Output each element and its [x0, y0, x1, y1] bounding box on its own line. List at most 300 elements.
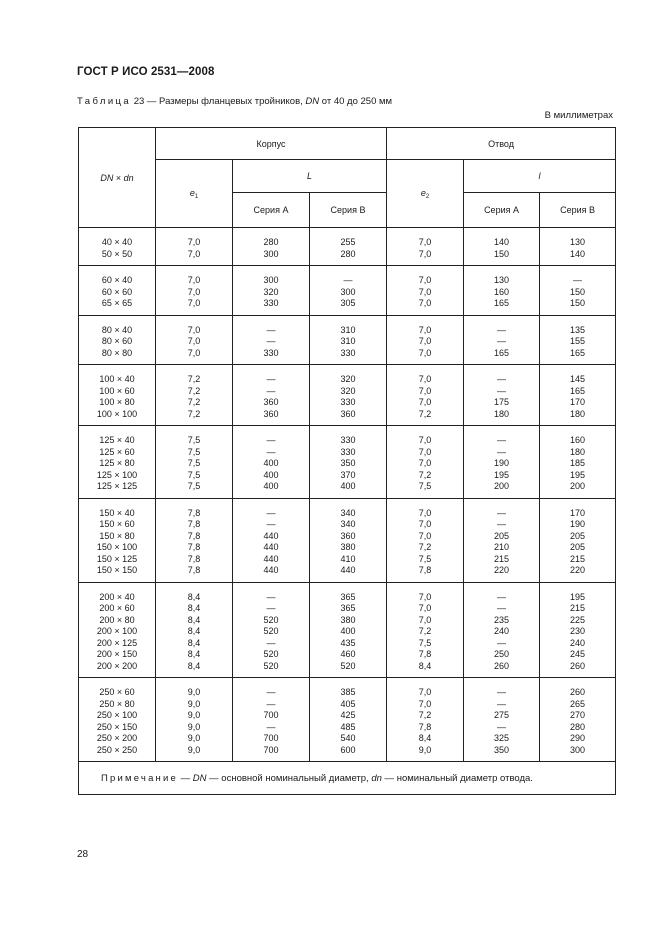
cell-e1: 7,8: [156, 519, 233, 531]
cell-L-b: 365: [310, 603, 387, 615]
cell-e2: 7,0: [387, 298, 464, 315]
cell-L-b: 600: [310, 745, 387, 762]
cell-L-b: —: [310, 266, 387, 287]
cell-e1: 7,8: [156, 565, 233, 582]
table-row: [79, 554, 616, 566]
table-row: [79, 542, 616, 554]
table-row: [79, 519, 616, 531]
cell-L-b: 400: [310, 481, 387, 498]
cell-l-a: 150: [464, 249, 540, 266]
cell-e1: 7,8: [156, 498, 233, 519]
cell-e1: 8,4: [156, 615, 233, 627]
cell-e2: 7,0: [387, 447, 464, 459]
cell-l-b: 215: [540, 603, 616, 615]
cell-l-a: 190: [464, 458, 540, 470]
cell-dn: 200 × 150: [79, 649, 156, 661]
cell-l-a: 240: [464, 626, 540, 638]
header-e1: $e_1$: [156, 160, 233, 228]
cell-e2: 7,2: [387, 470, 464, 482]
cell-l-a: 350: [464, 745, 540, 762]
cell-e2: 7,0: [387, 498, 464, 519]
cell-L-a: —: [233, 603, 310, 615]
table-row: [79, 626, 616, 638]
cell-e1: 7,0: [156, 298, 233, 315]
table-row: [79, 710, 616, 722]
cell-L-b: 365: [310, 582, 387, 603]
cell-dn: 80 × 60: [79, 336, 156, 348]
cell-l-b: 165: [540, 348, 616, 365]
cell-l-a: 175: [464, 397, 540, 409]
cell-dn: 40 × 40: [79, 228, 156, 249]
cell-l-b: —: [540, 266, 616, 287]
cell-l-b: 195: [540, 470, 616, 482]
table-row: [79, 266, 616, 287]
cell-dn: 150 × 125: [79, 554, 156, 566]
cell-dn: 250 × 60: [79, 678, 156, 699]
cell-l-a: —: [464, 315, 540, 336]
cell-L-a: 700: [233, 733, 310, 745]
cell-L-a: 700: [233, 745, 310, 762]
cell-l-b: 135: [540, 315, 616, 336]
table-row: [79, 582, 616, 603]
table-row: [79, 365, 616, 386]
caption-text: — Размеры фланцевых тройников,: [144, 96, 306, 107]
header-l-seriya-a: Серия А: [464, 193, 540, 228]
table-row: [79, 315, 616, 336]
cell-L-b: 370: [310, 470, 387, 482]
cell-e1: 7,2: [156, 397, 233, 409]
cell-e1: 8,4: [156, 638, 233, 650]
cell-l-b: 300: [540, 745, 616, 762]
cell-L-b: 280: [310, 249, 387, 266]
header-L-seriya-a: Серия А: [233, 193, 310, 228]
cell-l-a: —: [464, 519, 540, 531]
cell-L-a: —: [233, 678, 310, 699]
row-group-200: [79, 582, 616, 678]
flange-tee-dimensions-table: [78, 127, 616, 795]
cell-l-b: 205: [540, 531, 616, 543]
cell-e1: 7,0: [156, 287, 233, 299]
cell-L-b: 320: [310, 365, 387, 386]
cell-e1: 7,5: [156, 447, 233, 459]
cell-L-a: 440: [233, 542, 310, 554]
cell-L-b: 320: [310, 386, 387, 398]
cell-e2: 7,5: [387, 638, 464, 650]
table-row: [79, 615, 616, 627]
cell-dn: 250 × 80: [79, 699, 156, 711]
cell-e1: 7,2: [156, 386, 233, 398]
cell-e1: 7,8: [156, 554, 233, 566]
cell-e1: 7,8: [156, 542, 233, 554]
cell-e1: 7,0: [156, 348, 233, 365]
cell-L-b: 520: [310, 661, 387, 678]
cell-l-a: 140: [464, 228, 540, 249]
cell-L-a: —: [233, 699, 310, 711]
table-row: [79, 458, 616, 470]
table-row: [79, 249, 616, 266]
cell-l-a: 160: [464, 287, 540, 299]
table-row: [79, 678, 616, 699]
cell-l-b: 190: [540, 519, 616, 531]
cell-l-a: 250: [464, 649, 540, 661]
row-group-150: [79, 498, 616, 582]
cell-L-b: 385: [310, 678, 387, 699]
cell-L-b: 435: [310, 638, 387, 650]
cell-L-b: 460: [310, 649, 387, 661]
table-row: [79, 426, 616, 447]
cell-e2: 7,0: [387, 315, 464, 336]
cell-dn: 125 × 40: [79, 426, 156, 447]
table-row: [79, 386, 616, 398]
cell-L-b: 300: [310, 287, 387, 299]
cell-L-a: 300: [233, 266, 310, 287]
cell-dn: 200 × 200: [79, 661, 156, 678]
table-row: [79, 649, 616, 661]
cell-dn: 60 × 40: [79, 266, 156, 287]
cell-e2: 7,0: [387, 228, 464, 249]
cell-L-a: 400: [233, 470, 310, 482]
table-row: [79, 287, 616, 299]
cell-l-b: 200: [540, 481, 616, 498]
table-row: [79, 638, 616, 650]
cell-L-a: 360: [233, 397, 310, 409]
cell-L-a: —: [233, 386, 310, 398]
cell-e1: 8,4: [156, 626, 233, 638]
table-row: [79, 733, 616, 745]
cell-L-a: —: [233, 447, 310, 459]
cell-dn: 150 × 150: [79, 565, 156, 582]
table-row: [79, 661, 616, 678]
cell-e1: 9,0: [156, 722, 233, 734]
cell-l-a: 210: [464, 542, 540, 554]
cell-l-b: 160: [540, 426, 616, 447]
cell-e1: 7,8: [156, 531, 233, 543]
cell-L-b: 360: [310, 531, 387, 543]
cell-e2: 7,0: [387, 582, 464, 603]
cell-dn: 125 × 60: [79, 447, 156, 459]
cell-e1: 7,5: [156, 470, 233, 482]
row-group-60: [79, 266, 616, 316]
cell-l-b: 215: [540, 554, 616, 566]
cell-dn: 250 × 250: [79, 745, 156, 762]
cell-L-b: 350: [310, 458, 387, 470]
cell-l-b: 205: [540, 542, 616, 554]
header-L-seriya-b: Серия В: [310, 193, 387, 228]
cell-e2: 8,4: [387, 661, 464, 678]
cell-l-a: —: [464, 603, 540, 615]
cell-e2: 7,0: [387, 397, 464, 409]
cell-dn: 60 × 60: [79, 287, 156, 299]
cell-e2: 7,2: [387, 626, 464, 638]
cell-L-b: 340: [310, 498, 387, 519]
cell-e2: 7,0: [387, 266, 464, 287]
cell-e1: 9,0: [156, 710, 233, 722]
cell-e1: 7,2: [156, 409, 233, 426]
cell-e2: 7,2: [387, 542, 464, 554]
caption-text-range: от 40 до 250 мм: [319, 96, 393, 107]
cell-L-b: 405: [310, 699, 387, 711]
cell-l-a: 200: [464, 481, 540, 498]
cell-l-b: 180: [540, 447, 616, 459]
cell-L-b: 380: [310, 615, 387, 627]
cell-l-b: 265: [540, 699, 616, 711]
cell-L-b: 485: [310, 722, 387, 734]
document-header: ГОСТ Р ИСО 2531—2008: [77, 66, 215, 78]
cell-l-b: 270: [540, 710, 616, 722]
cell-l-b: 195: [540, 582, 616, 603]
cell-l-b: 180: [540, 409, 616, 426]
cell-l-a: 205: [464, 531, 540, 543]
cell-l-a: 235: [464, 615, 540, 627]
cell-dn: 200 × 40: [79, 582, 156, 603]
table-row: [79, 409, 616, 426]
cell-L-a: 440: [233, 554, 310, 566]
cell-dn: 100 × 80: [79, 397, 156, 409]
cell-L-a: 700: [233, 710, 310, 722]
cell-l-a: 325: [464, 733, 540, 745]
cell-dn: 250 × 100: [79, 710, 156, 722]
cell-e2: 7,8: [387, 649, 464, 661]
cell-e1: 7,5: [156, 426, 233, 447]
cell-dn: 50 × 50: [79, 249, 156, 266]
cell-dn: 150 × 40: [79, 498, 156, 519]
header-l: l: [464, 160, 616, 193]
cell-L-b: 310: [310, 336, 387, 348]
cell-L-a: 300: [233, 249, 310, 266]
cell-L-a: 440: [233, 531, 310, 543]
cell-dn: 200 × 125: [79, 638, 156, 650]
cell-dn: 125 × 80: [79, 458, 156, 470]
cell-e1: 7,0: [156, 315, 233, 336]
cell-L-b: 310: [310, 315, 387, 336]
cell-dn: 65 × 65: [79, 298, 156, 315]
cell-l-b: 165: [540, 386, 616, 398]
table-note: Примечание — DN — основной номинальный диаметр, dn — номинальный диаметр отвода.: [79, 762, 616, 795]
table-row: [79, 447, 616, 459]
cell-e1: 7,5: [156, 481, 233, 498]
cell-e2: 7,0: [387, 336, 464, 348]
header-korpus: Корпус: [156, 128, 387, 160]
cell-l-b: 260: [540, 678, 616, 699]
cell-L-a: 400: [233, 481, 310, 498]
cell-e2: 7,0: [387, 519, 464, 531]
cell-L-b: 440: [310, 565, 387, 582]
table-row: [79, 603, 616, 615]
cell-L-a: —: [233, 365, 310, 386]
table-row: [79, 722, 616, 734]
cell-dn: 100 × 100: [79, 409, 156, 426]
table-row: [79, 397, 616, 409]
table-row: [79, 745, 616, 762]
cell-e1: 9,0: [156, 699, 233, 711]
header-otvod: Отвод: [387, 128, 616, 160]
cell-l-a: —: [464, 498, 540, 519]
cell-dn: 80 × 40: [79, 315, 156, 336]
cell-l-a: 165: [464, 348, 540, 365]
cell-l-b: 170: [540, 397, 616, 409]
cell-l-a: —: [464, 699, 540, 711]
cell-L-a: 330: [233, 298, 310, 315]
cell-l-b: 140: [540, 249, 616, 266]
cell-e2: 7,8: [387, 722, 464, 734]
cell-L-b: 410: [310, 554, 387, 566]
table-row: [79, 531, 616, 543]
cell-l-b: 230: [540, 626, 616, 638]
cell-dn: 100 × 40: [79, 365, 156, 386]
cell-e2: 7,0: [387, 458, 464, 470]
cell-L-a: —: [233, 638, 310, 650]
table-row: [79, 498, 616, 519]
cell-l-a: —: [464, 426, 540, 447]
header-L: L: [233, 160, 387, 193]
table-row: [79, 481, 616, 498]
cell-dn: 250 × 200: [79, 733, 156, 745]
cell-dn: 250 × 150: [79, 722, 156, 734]
cell-L-b: 400: [310, 626, 387, 638]
cell-L-b: 360: [310, 409, 387, 426]
cell-L-a: 280: [233, 228, 310, 249]
cell-e2: 7,0: [387, 386, 464, 398]
cell-l-a: 195: [464, 470, 540, 482]
cell-e1: 7,0: [156, 249, 233, 266]
cell-e2: 7,0: [387, 348, 464, 365]
cell-e1: 7,5: [156, 458, 233, 470]
cell-l-b: 145: [540, 365, 616, 386]
cell-l-b: 185: [540, 458, 616, 470]
table-row: [79, 699, 616, 711]
cell-l-b: 260: [540, 661, 616, 678]
cell-L-a: 440: [233, 565, 310, 582]
table-row: [79, 298, 616, 315]
cell-e2: 8,4: [387, 733, 464, 745]
cell-l-a: 165: [464, 298, 540, 315]
cell-L-a: 360: [233, 409, 310, 426]
caption-number: 23: [133, 96, 145, 107]
cell-e2: 7,0: [387, 699, 464, 711]
cell-dn: 200 × 80: [79, 615, 156, 627]
page-number: 28: [77, 849, 89, 860]
cell-e1: 8,4: [156, 582, 233, 603]
cell-l-a: 260: [464, 661, 540, 678]
cell-e1: 7,0: [156, 228, 233, 249]
note-label: Примечание: [101, 772, 178, 784]
cell-e1: 7,2: [156, 365, 233, 386]
cell-e2: 7,0: [387, 426, 464, 447]
cell-l-a: 275: [464, 710, 540, 722]
cell-l-a: 215: [464, 554, 540, 566]
caption-dn: DN: [305, 96, 320, 107]
row-group-125: [79, 426, 616, 499]
cell-l-b: 290: [540, 733, 616, 745]
cell-dn: 125 × 100: [79, 470, 156, 482]
cell-L-a: 330: [233, 348, 310, 365]
cell-e2: 7,2: [387, 409, 464, 426]
cell-L-a: 520: [233, 615, 310, 627]
cell-e1: 7,0: [156, 266, 233, 287]
cell-l-a: —: [464, 722, 540, 734]
cell-l-a: —: [464, 447, 540, 459]
cell-l-a: —: [464, 365, 540, 386]
note-row: [79, 762, 616, 795]
cell-dn: 100 × 60: [79, 386, 156, 398]
cell-l-b: 280: [540, 722, 616, 734]
cell-l-b: 225: [540, 615, 616, 627]
row-group-40-50: [79, 228, 616, 266]
cell-l-a: —: [464, 336, 540, 348]
cell-dn: 150 × 60: [79, 519, 156, 531]
cell-dn: 200 × 60: [79, 603, 156, 615]
cell-e2: 7,8: [387, 565, 464, 582]
cell-l-a: —: [464, 386, 540, 398]
cell-L-a: 520: [233, 649, 310, 661]
cell-l-b: 245: [540, 649, 616, 661]
cell-e1: 8,4: [156, 603, 233, 615]
cell-L-b: 255: [310, 228, 387, 249]
cell-L-b: 340: [310, 519, 387, 531]
cell-e1: 9,0: [156, 678, 233, 699]
cell-e2: 7,5: [387, 554, 464, 566]
cell-L-a: —: [233, 582, 310, 603]
cell-e1: 8,4: [156, 661, 233, 678]
cell-L-b: 330: [310, 426, 387, 447]
cell-dn: 200 × 100: [79, 626, 156, 638]
cell-l-b: 170: [540, 498, 616, 519]
table-row: [79, 348, 616, 365]
cell-L-b: 330: [310, 348, 387, 365]
cell-e2: 7,0: [387, 531, 464, 543]
caption-label: Таблица: [77, 96, 132, 107]
cell-L-b: 330: [310, 447, 387, 459]
table-row: [79, 336, 616, 348]
cell-L-b: 305: [310, 298, 387, 315]
cell-L-a: 320: [233, 287, 310, 299]
row-group-100: [79, 365, 616, 426]
cell-l-a: 220: [464, 565, 540, 582]
table-row: [79, 470, 616, 482]
cell-l-b: 150: [540, 287, 616, 299]
cell-l-b: 130: [540, 228, 616, 249]
cell-e2: 7,5: [387, 481, 464, 498]
cell-l-a: —: [464, 678, 540, 699]
cell-e1: 9,0: [156, 745, 233, 762]
table-row: [79, 228, 616, 249]
cell-e2: 7,0: [387, 678, 464, 699]
cell-l-a: 180: [464, 409, 540, 426]
cell-e1: 9,0: [156, 733, 233, 745]
cell-l-b: 150: [540, 298, 616, 315]
cell-L-a: 400: [233, 458, 310, 470]
cell-e2: 7,0: [387, 615, 464, 627]
cell-L-a: 520: [233, 626, 310, 638]
header-e2: $e_2$: [387, 160, 464, 228]
row-group-80: [79, 315, 616, 365]
table-row: [79, 565, 616, 582]
cell-l-b: 220: [540, 565, 616, 582]
cell-e2: 7,2: [387, 710, 464, 722]
cell-e1: 8,4: [156, 649, 233, 661]
cell-e1: 7,0: [156, 336, 233, 348]
units-note: В миллиметрах: [544, 110, 613, 121]
cell-L-b: 425: [310, 710, 387, 722]
header-l-seriya-b: Серия В: [540, 193, 616, 228]
cell-e2: 7,0: [387, 603, 464, 615]
cell-l-b: 240: [540, 638, 616, 650]
cell-L-a: —: [233, 336, 310, 348]
cell-L-a: —: [233, 498, 310, 519]
cell-L-b: 380: [310, 542, 387, 554]
cell-l-a: 130: [464, 266, 540, 287]
cell-dn: 125 × 125: [79, 481, 156, 498]
